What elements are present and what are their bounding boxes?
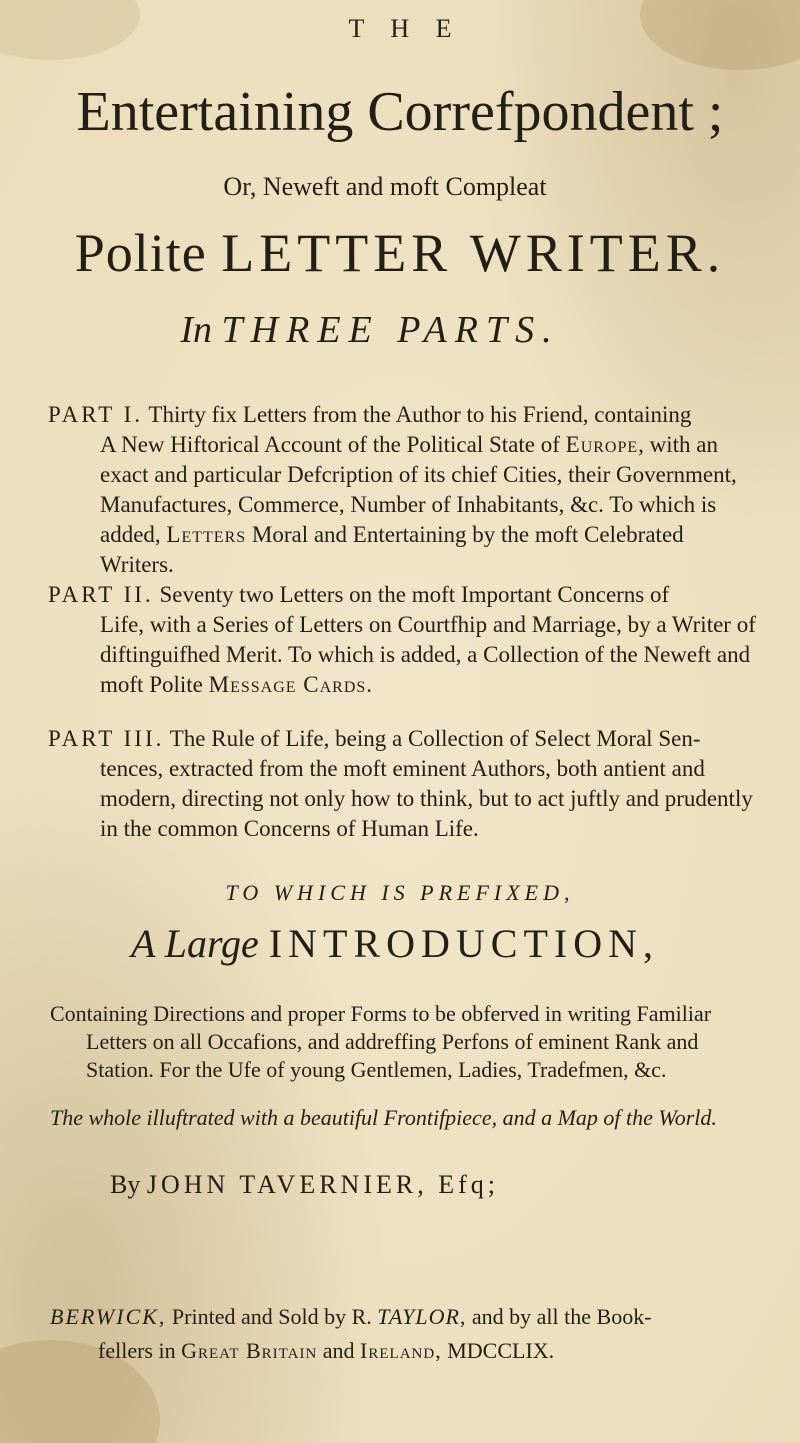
part-two-body xyxy=(48,610,760,700)
introduction-label: INTRODUCTION, xyxy=(268,921,659,966)
part-two-text: Life, with a Series of Letters on Courtfhip and Marriage, by a Writer of diftinguifhed Merit. To which is added, a Collection of the Neweft and moft Polite xyxy=(100,612,756,697)
part-three-intro: The Rule of Life, being a Collection of Select Moral Sen- xyxy=(169,726,701,751)
subtitle-polite: Polite xyxy=(74,223,207,283)
introduction-heading xyxy=(0,920,800,967)
author-name: JOHN TAVERNIER, Efq; xyxy=(146,1170,499,1199)
part-one xyxy=(48,400,760,580)
part-one-label: PART I. xyxy=(48,402,144,427)
part-one-letters: Letters xyxy=(166,522,247,547)
imprint-line-2 xyxy=(50,1334,770,1368)
imprint-great-britain: Great Britain xyxy=(181,1338,318,1363)
part-two-message-cards: Message Cards. xyxy=(208,672,374,697)
part-one-text-2: , with an exact and particular Defcription of its chief Cities, their Government, Manufactures, Commerce, Number of Inhabitants, &c. To which is added, xyxy=(100,432,737,547)
part-one-intro: Thirty fix Letters from the Author to his Friend, containing xyxy=(148,402,692,427)
three-parts-heading xyxy=(0,308,800,352)
imprint-ireland: Ireland, xyxy=(360,1338,442,1363)
subtitle-or: Or, Neweft and moft Compleat xyxy=(223,172,547,201)
imprint-printer: TAYLOR, xyxy=(377,1304,467,1329)
part-three-label: PART III. xyxy=(48,726,165,751)
in-label: In xyxy=(180,309,213,351)
part-one-text-3: Moral and Entertaining by the moft Celebrated Writers. xyxy=(100,522,684,577)
part-two-label: PART II. xyxy=(48,582,154,607)
part-one-text: A New Hiftorical Account of the Political State of xyxy=(100,432,566,457)
subtitle-polite-letter-writer xyxy=(0,222,800,284)
prefixed-heading: TO WHICH IS PREFIXED, xyxy=(225,880,575,905)
introduction-description xyxy=(50,1000,764,1084)
imprint-text-2: and by all the Book- xyxy=(466,1304,652,1329)
a-large-label: A Large xyxy=(131,921,259,966)
heading-the: T H E xyxy=(348,14,462,43)
part-three xyxy=(48,724,760,844)
three-parts-label: THREE PARTS. xyxy=(221,309,560,351)
containing-line-1: Containing Directions and proper Forms to be obferved in writing Familiar xyxy=(50,1001,712,1026)
containing-rest: Letters on all Occafions, and addreffing Perfons of eminent Rank and Station. For the Ufe of young Gentlemen, Ladies, Tradefmen, &c. xyxy=(86,1029,699,1082)
part-one-body xyxy=(48,430,760,580)
by-label: By xyxy=(110,1170,141,1199)
author-line xyxy=(110,1170,499,1200)
part-three-body: tences, extracted from the moft eminent Authors, both antient and modern, directing not only how to think, but to act juftly and prudently in the common Concerns of Human Life. xyxy=(100,756,753,841)
part-two xyxy=(48,580,760,700)
imprint-and: and xyxy=(317,1338,361,1363)
subtitle-letter-writer: LETTER WRITER. xyxy=(221,223,726,283)
imprint-line-2-start: fellers in xyxy=(98,1338,182,1363)
illustration-note: The whole illuftrated with a beautiful Frontifpiece, and a Map of the World. xyxy=(50,1105,717,1130)
imprint-place: BERWICK, xyxy=(50,1304,167,1329)
part-one-europe: Europe xyxy=(565,432,639,457)
imprint-text-1: Printed and Sold by R. xyxy=(166,1304,378,1329)
main-title: Entertaining Correfpondent ; xyxy=(76,81,724,143)
imprint xyxy=(50,1300,770,1368)
imprint-year: MDCCLIX. xyxy=(441,1338,555,1363)
part-two-intro: Seventy two Letters on the moft Important Concerns of xyxy=(159,582,670,607)
